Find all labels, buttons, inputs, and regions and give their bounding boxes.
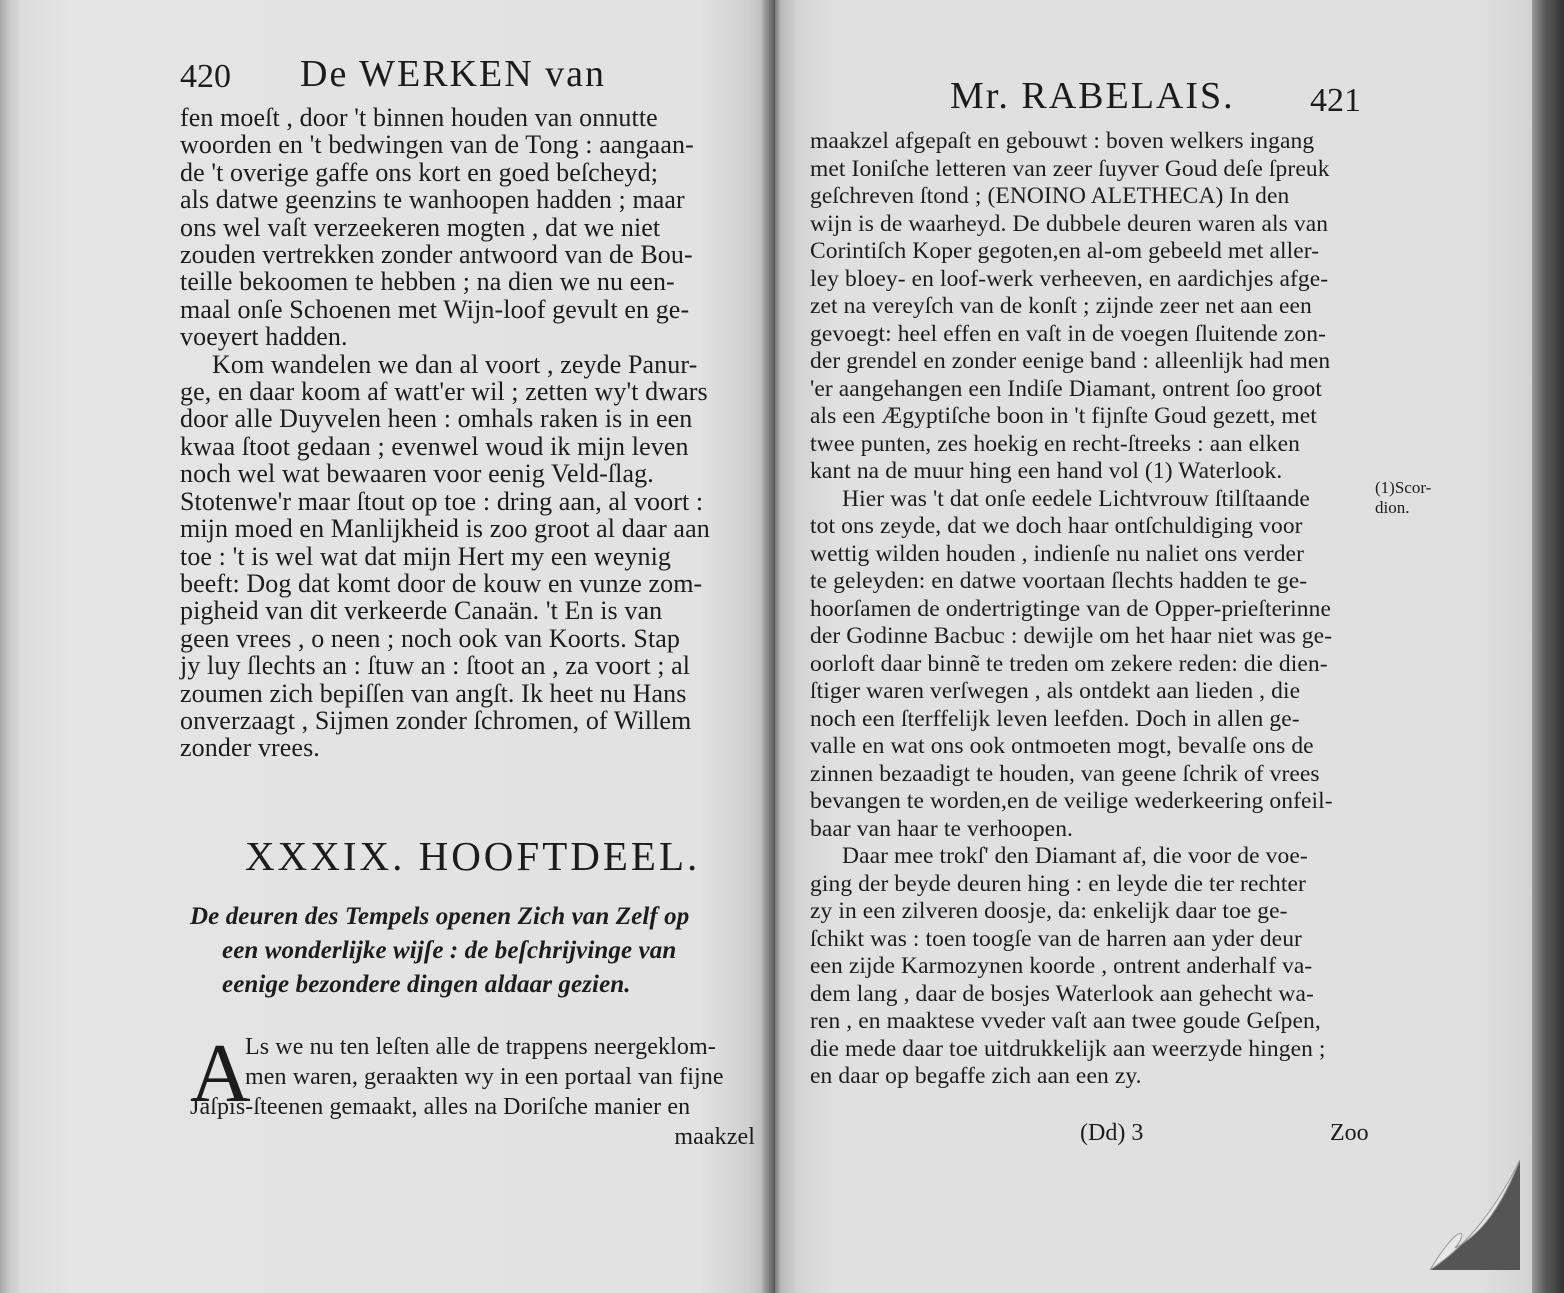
text-line: woorden en 't bedwingen van de Tong : aangaan- [180,130,694,160]
text-line: twee punten, zes hoekig en recht-ſtreeks : aan elken [810,430,1301,457]
text-line: ons wel vaſt verzeekeren mogten , dat we niet [180,212,661,242]
text-line: ging der beyde deuren hing : en leyde die ter rechter [810,870,1306,897]
text-line: te geleyden: en datwe voortaan ſlechts hadden te ge- [810,568,1308,594]
text-line: baar van haar te verhoopen. [810,815,1074,842]
text-line: geen vrees , o neen ; noch ook van Koorts. Stap [180,623,681,653]
text-line: mijn moed en Manlijkheid is zoo groot al daar aan [180,514,710,544]
text-line: onverzaagt , Sijmen zonder ſchromen, of Willem [180,705,692,735]
text-line: wijn is de waarheyd. De dubbele deuren waren als van [810,210,1329,237]
text-line: maal onſe Schoenen met Wijn-loof gevult en ge- [180,294,690,324]
text-line: jy luy ſlechts an : ſtuw an : ſtoot an , za voort ; al [180,651,691,681]
right-page [775,0,1532,1293]
margin-note-line: (1)Scor- [1375,478,1432,497]
text-line: kwaa ſtoot gedaan ; evenwel woud ik mijn leven [180,431,689,461]
text-line: Ls we nu ten leſten alle de trappens neergeklom- [245,1034,716,1060]
text-line: noch een ſterffelijk leven leefden. Doch in allen ge- [810,705,1300,732]
text-line: wettig wilden houden , indienſe nu naliet ons verder [810,540,1305,567]
text-line: men waren, geraakten wy in een portaal van fijne [245,1064,724,1090]
chapter-opening [190,1027,755,1152]
left-page [0,0,775,1293]
text-line: en daar op begaffe zich aan een zy. [810,1063,1142,1089]
text-line: noch wel wat bewaaren voor eenig Veld-ſlag. [180,459,654,489]
right-body-text [810,128,1370,1091]
text-line: zet na vereyſch van de konſt ; zijnde zeer net aan een [810,293,1312,319]
text-line: tot ons zeyde, dat we doch haar ontſchuldiging voor [810,513,1303,539]
text-line: teille bekoomen te hebben ; na dien we nu een- [180,267,675,297]
text-line: zinnen bezaadigt te houden, van geene ſchrik of vrees [810,760,1320,787]
text-line: kant na de muur hing een hand vol (1) Waterlook. [810,458,1283,484]
text-line: maakzel afgepaſt en gebouwt : boven welkers ingang [810,128,1315,154]
text-line: als een Ægyptiſche boon in 't fijnſte Goud gezett, met [810,403,1317,429]
text-line: maakzel [674,1124,755,1150]
right-running-head [775,52,1532,119]
text-line: gevoegt: heel effen en vaſt in de voegen ſluitende zon- [810,320,1326,347]
text-line: der Godinne Bacbuc : dewijle om het haar niet was ge- [810,623,1333,649]
running-title-left: De WERKEN van [300,53,607,95]
text-line: eenige bezondere dingen aldaar gezien. [222,971,631,998]
margin-note-line: dion. [1375,498,1410,517]
text-line: dem lang , daar de bosjes Waterlook aan gehecht wa- [810,980,1314,1007]
margin-note [1375,478,1431,518]
text-line: zouden vertrekken zonder antwoord van de Bou- [180,240,693,270]
signature-mark: (Dd) 3 [1080,1120,1144,1146]
text-line: die mede daar toe uitdrukkelijk aan weerzyde hingen ; [810,1035,1326,1062]
text-line: zoumen zich bepiſſen van angſt. Ik heet nu Hans [180,678,687,708]
text-line: 'er aangehangen een Indiſe Diamant, ontrent ſoo groot [810,375,1322,402]
text-line: voeyert hadden. [180,322,348,352]
text-line: bevangen te worden,en de veilige wederkeering onfeil- [810,788,1333,814]
text-line: pigheid van dit verkeerde Canaän. 't En is van [180,596,663,626]
text-line: De deuren des Tempels openen Zich van Zelf op [190,903,690,930]
text-line: zy in een zilveren doosje, da: enkelijk daar toe ge- [810,898,1288,924]
chapter-summary [190,900,755,1002]
text-line: zonder vrees. [180,733,320,763]
text-line: Corintiſch Koper gegoten,en al-om gebeeld met aller- [810,238,1320,264]
text-line: een wonderlijke wijſe : de beſchrijvinge van [222,937,677,964]
text-line: toe : 't is wel wat dat mijn Hert my een weynig [180,541,671,571]
text-line: der grendel en zonder eenige band : alleenlijk had men [810,348,1331,374]
text-line: fen moeſt , door 't binnen houden van onnutte [180,103,658,132]
chapter-heading: XXXIX. HOOFTDEEL. [245,833,701,879]
drop-cap: A [190,1027,251,1120]
text-line: als datwe geenzins te wanhoopen hadden ; maar [180,185,685,215]
page-number-left: 420 [180,58,231,95]
left-body-text [180,104,740,762]
text-line: door alle Duyvelen heen : omhals raken is in een [180,404,693,434]
text-line: beeft: Dog dat komt door de kouw en vunze zom- [180,568,703,598]
text-line: hoorſamen de ondertrigtinge van de Opper-prieſterinne [810,595,1331,622]
text-line: ſchikt was : toen toogſe van de harren aan yder deur [810,925,1302,952]
text-line: valle en wat ons ook ontmoeten mogt, bevalſe ons de [810,733,1314,759]
text-line: oorloft daar binnẽ te treden om zekere reden: die dien- [810,650,1328,677]
text-line: een zijde Karmozynen koorde , ontrent anderhalf va- [810,953,1313,979]
text-line: ge, en daar koom af watt'er wil ; zetten wy't dwars [180,377,708,407]
text-line: geſchreven ſtond ; (ENOINO ALETHECA) In den [810,183,1290,209]
text-line: de 't overige gaffe ons kort en goed beſcheyd; [180,157,659,187]
text-line: Jaſpis-ſteenen gemaakt, alles na Doriſche manier en [190,1094,691,1120]
page-number-right: 421 [1310,82,1361,119]
text-line: Daar mee trokſ' den Diamant af, die voor de voe- [842,843,1308,869]
text-line: ley bloey- en loof-werk verheeven, en aardichjes afge- [810,265,1329,292]
book-edge [1532,0,1564,1293]
catchword: Zoo [1330,1120,1369,1146]
text-line: ſtiger waren verſwegen , als ontdekt aan lieden , die [810,678,1301,704]
left-running-head [180,52,775,102]
text-line: ren , en maaktese vveder vaſt aan twee goude Geſpen, [810,1008,1321,1034]
running-title-right: Mr. RABELAIS. [950,75,1235,117]
text-line: Stotenwe'r maar ſtout op toe : dring aan, al voort : [180,486,704,516]
text-line: Kom wandelen we dan al voort , zeyde Panur- [212,349,698,379]
text-line: met Ioniſche letteren van zeer ſuyver Goud deſe ſpreuk [810,155,1330,182]
text-line: Hier was 't dat onſe eedele Lichtvrouw ſtilſtaande [842,485,1310,512]
page-curl-icon [1400,1160,1520,1270]
